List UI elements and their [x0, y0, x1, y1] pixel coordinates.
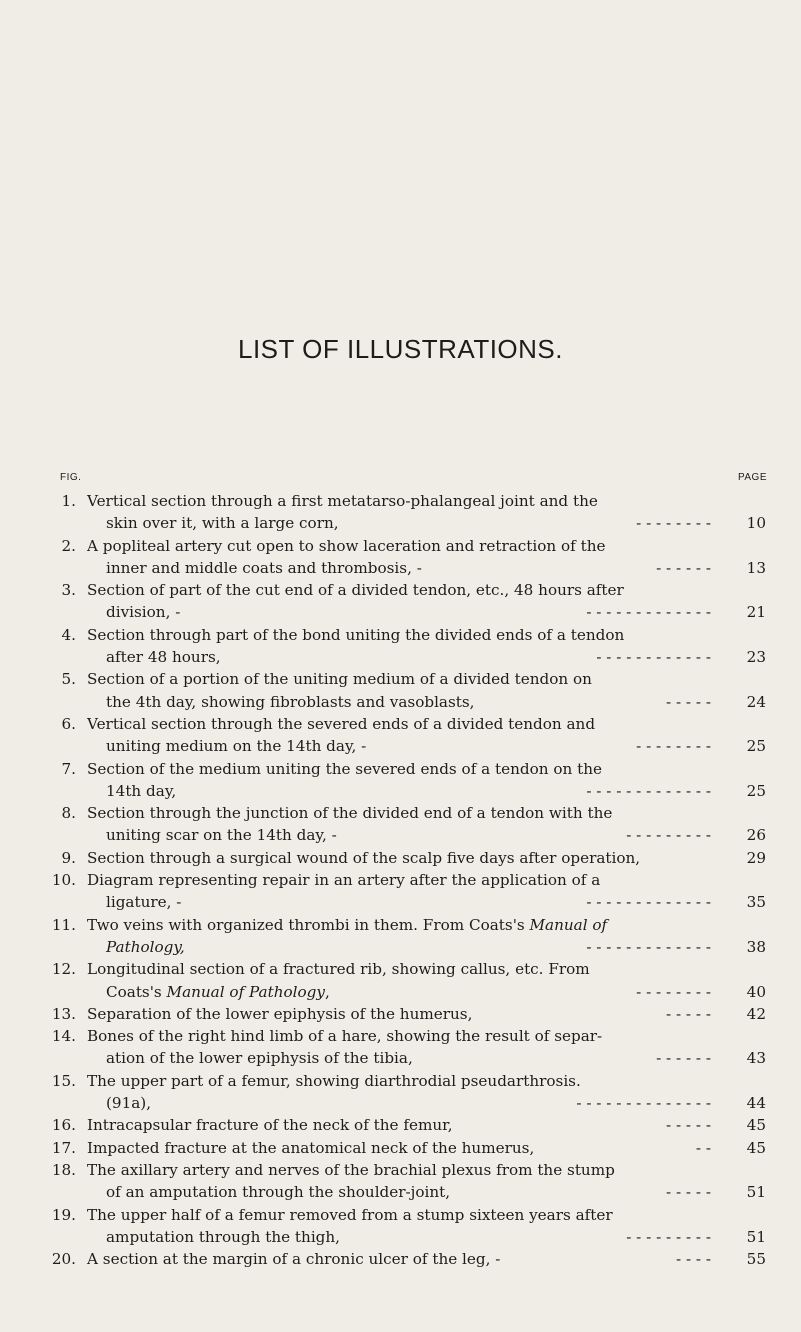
entry-text: Section through part of the bond uniting the divided ends of a tendon	[87, 625, 625, 644]
list-item	[0, 914, 801, 959]
dot-leader: - - - - - - - - -	[626, 826, 711, 845]
entry-line	[0, 1092, 801, 1114]
page-number: 23	[746, 648, 766, 667]
page-number: 24	[746, 692, 766, 711]
figure-number: 19.	[51, 1205, 76, 1224]
list-item	[0, 869, 801, 914]
entry-text: division, -	[106, 603, 181, 622]
list-item	[0, 490, 801, 535]
entry-line	[0, 1070, 801, 1092]
dot-leader: - - - - - - - - - - - - -	[586, 603, 711, 622]
entry-text: Bones of the right hind limb of a hare, showing the result of separ-	[87, 1027, 603, 1046]
entry-text: uniting medium on the 14th day, -	[106, 737, 367, 756]
dot-leader: - - - - - - - - - - - -	[596, 648, 711, 667]
fig-column-header: FIG.	[60, 472, 82, 483]
entry-line	[0, 1047, 801, 1069]
list-item	[0, 1137, 801, 1159]
entry-text: Two veins with organized thrombi in them. From Coats's Manual of	[87, 915, 608, 934]
entry-line	[0, 1025, 801, 1047]
entry-text: A section at the margin of a chronic ulcer of the leg, -	[87, 1250, 501, 1269]
entry-text: The axillary artery and nerves of the brachial plexus from the stump	[87, 1160, 615, 1179]
entry-line	[0, 579, 801, 601]
figure-number: 1.	[61, 492, 76, 510]
entry-line	[0, 1137, 801, 1159]
entry-line	[0, 735, 801, 757]
dot-leader: - - - - - - - - - - - - - -	[576, 1094, 711, 1113]
figure-number: 12.	[51, 960, 76, 979]
page-number: 35	[746, 893, 766, 912]
page-number: 21	[746, 603, 766, 622]
entry-text: Vertical section through a first metatarso-phalangeal joint and the	[87, 492, 598, 510]
entry-text: after 48 hours,	[106, 648, 221, 667]
entry-text: uniting scar on the 14th day, -	[106, 826, 337, 845]
entry-text: inner and middle coats and thrombosis, -	[106, 558, 422, 577]
list-item	[0, 624, 801, 669]
entry-line	[0, 780, 801, 802]
page-number: 45	[746, 1116, 766, 1135]
list-item	[0, 1204, 801, 1249]
page-number: 25	[746, 781, 766, 800]
entry-line	[0, 668, 801, 690]
figure-number: 9.	[61, 848, 76, 867]
figure-number: 16.	[51, 1116, 76, 1135]
dot-leader: - - - - -	[666, 692, 711, 711]
entry-line	[0, 557, 801, 579]
entry-line	[0, 691, 801, 713]
dot-leader: - - - - - - - - - - - - -	[586, 893, 711, 912]
dot-leader: - - - - - - - -	[636, 737, 711, 756]
entry-text: Diagram representing repair in an artery after the application of a	[87, 871, 601, 890]
entry-line	[0, 1159, 801, 1181]
entry-line	[0, 624, 801, 646]
entry-text: Section through a surgical wound of the scalp five days after operation,	[87, 848, 641, 867]
entry-line	[0, 535, 801, 557]
figure-number: 14.	[51, 1027, 76, 1046]
list-item	[0, 802, 801, 847]
figure-number: 8.	[61, 804, 76, 823]
entry-text: Longitudinal section of a fractured rib, showing callus, etc. From	[87, 960, 590, 979]
figure-number: 6.	[61, 714, 76, 733]
entry-line	[0, 1204, 801, 1226]
entry-text: of an amputation through the shoulder-joint,	[106, 1183, 451, 1202]
entry-line	[0, 646, 801, 668]
dot-leader: - - - - - -	[656, 558, 711, 577]
page-number: 42	[746, 1004, 766, 1023]
dot-leader: - - - - - - - -	[636, 982, 711, 1001]
entry-text: Section through the junction of the divided end of a tendon with the	[87, 804, 613, 823]
entry-text: The upper part of a femur, showing diarthrodial pseudarthrosis.	[87, 1071, 581, 1090]
dot-leader: - -	[695, 1138, 711, 1157]
page-column-header: PAGE	[737, 472, 767, 483]
figure-number: 4.	[61, 625, 76, 644]
entry-text: ligature, -	[106, 893, 182, 912]
list-item	[0, 1159, 801, 1204]
entry-text: (91a),	[106, 1094, 152, 1113]
dot-leader: - - - - - - - -	[636, 514, 711, 533]
entry-text: Separation of the lower epiphysis of the humerus,	[87, 1004, 473, 1023]
entry-text: Section of a portion of the uniting medium of a divided tendon on	[87, 670, 592, 689]
page-number: 51	[746, 1227, 766, 1246]
entry-text: amputation through the thigh,	[106, 1227, 341, 1246]
page-number: 55	[746, 1250, 766, 1269]
list-item	[0, 1248, 801, 1270]
page-number: 38	[746, 937, 766, 956]
dot-leader: - - - - - - - - - - - - -	[586, 781, 711, 800]
figure-number: 15.	[51, 1071, 76, 1090]
dot-leader: - - - - -	[666, 1183, 711, 1202]
page-number: 26	[746, 826, 766, 845]
figure-number: 7.	[61, 759, 76, 778]
page-number: 44	[746, 1094, 766, 1113]
figure-number: 17.	[51, 1138, 76, 1157]
figure-number: 20.	[51, 1250, 76, 1269]
entry-line	[0, 802, 801, 824]
entry-text: Section of part of the cut end of a divided tendon, etc., 48 hours after	[87, 581, 624, 600]
entry-text: Intracapsular fracture of the neck of the femur,	[87, 1116, 453, 1135]
entry-text: ation of the lower epiphysis of the tibia,	[106, 1049, 413, 1068]
list-item	[0, 1114, 801, 1136]
entry-line	[0, 847, 801, 869]
figure-number: 3.	[61, 581, 76, 600]
list-item	[0, 535, 801, 580]
page-number: 40	[746, 982, 766, 1001]
page-number: 29	[746, 848, 766, 867]
entry-line	[0, 713, 801, 735]
entry-line	[0, 1003, 801, 1025]
entry-line	[0, 824, 801, 846]
page-number: 13	[746, 558, 766, 577]
entry-line	[0, 936, 801, 958]
entry-line	[0, 1181, 801, 1203]
list-item	[0, 713, 801, 758]
entry-text: Section of the medium uniting the severed ends of a tendon on the	[87, 759, 603, 778]
dot-leader: - - - - - -	[656, 1049, 711, 1068]
entry-line	[0, 1226, 801, 1248]
entry-line	[0, 490, 801, 512]
page-number: 51	[746, 1183, 766, 1202]
figure-number: 10.	[51, 871, 76, 890]
entry-text: A popliteal artery cut open to show laceration and retraction of the	[87, 536, 606, 555]
page-title: LIST OF ILLUSTRATIONS.	[238, 334, 563, 364]
entry-line	[0, 869, 801, 891]
entry-text: The upper half of a femur removed from a stump sixteen years after	[87, 1205, 613, 1224]
entry-line	[0, 601, 801, 623]
entry-line	[0, 1114, 801, 1136]
dot-leader: - - - - - - - - -	[626, 1227, 711, 1246]
entry-line	[0, 958, 801, 980]
entry-line	[0, 981, 801, 1003]
page-number: 10	[746, 514, 766, 533]
entry-line	[0, 891, 801, 913]
figure-number: 2.	[61, 536, 76, 555]
list-item	[0, 668, 801, 713]
page-number: 45	[746, 1138, 766, 1157]
list-item	[0, 758, 801, 803]
list-item	[0, 958, 801, 1003]
list-item	[0, 1025, 801, 1070]
entry-line	[0, 758, 801, 780]
entry-text: Pathology,	[106, 937, 185, 956]
entry-text: Vertical section through the severed ends of a divided tendon and	[87, 714, 596, 733]
page-number: 25	[746, 737, 766, 756]
entry-line	[0, 512, 801, 534]
entry-text: Coats's Manual of Pathology,	[106, 982, 330, 1001]
figure-number: 18.	[51, 1160, 76, 1179]
illustration-list	[0, 490, 801, 1270]
entry-line	[0, 1248, 801, 1270]
figure-number: 5.	[61, 670, 76, 689]
entry-text: Impacted fracture at the anatomical neck of the humerus,	[87, 1138, 535, 1157]
dot-leader: - - - - - - - - - - - - -	[586, 937, 711, 956]
list-item	[0, 579, 801, 624]
dot-leader: - - - - -	[666, 1116, 711, 1135]
figure-number: 11.	[51, 915, 76, 934]
dot-leader: - - - -	[675, 1250, 711, 1269]
page-number: 43	[746, 1049, 766, 1068]
list-item	[0, 847, 801, 869]
entry-text: the 4th day, showing fibroblasts and vasoblasts,	[106, 692, 475, 711]
entry-line	[0, 914, 801, 936]
figure-number: 13.	[51, 1004, 76, 1023]
dot-leader: - - - - -	[666, 1004, 711, 1023]
entry-text: skin over it, with a large corn,	[106, 514, 339, 533]
entry-text: 14th day,	[106, 781, 177, 800]
list-item	[0, 1070, 801, 1115]
list-item	[0, 1003, 801, 1025]
